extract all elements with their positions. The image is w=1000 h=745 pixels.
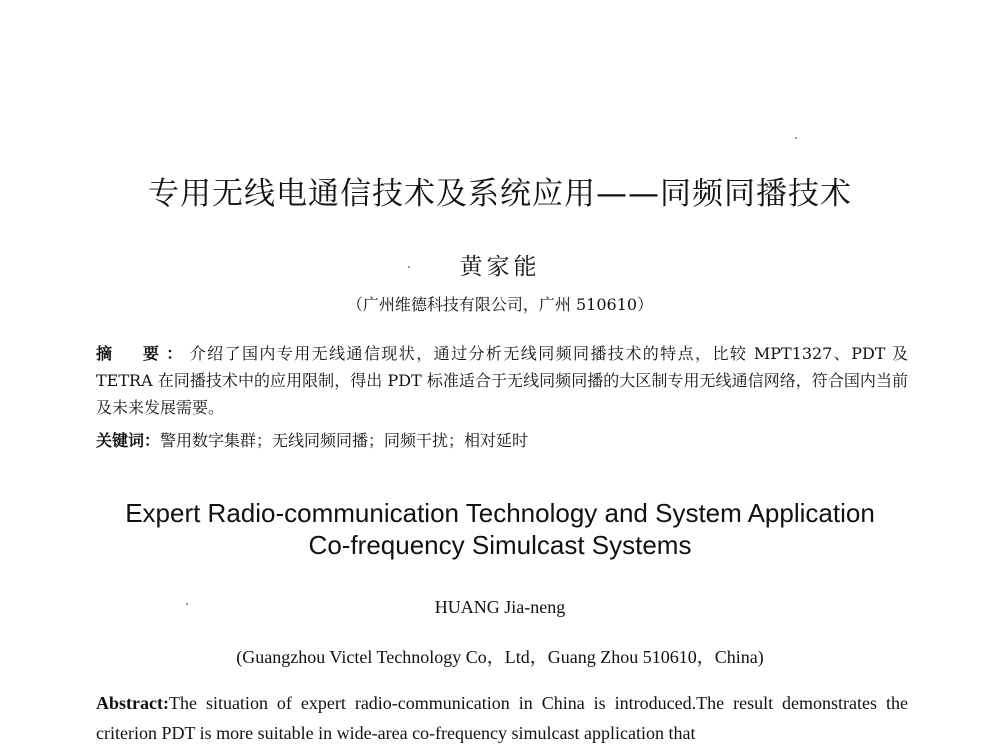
english-abstract [96, 688, 908, 745]
english-affiliation: (Guangzhou Victel Technology Co，Ltd，Guang Zhou 510610，China) [236, 647, 764, 667]
english-abstract-text: The situation of expert radio-communication in China is introduced.The result demonstrates the criterion PDT is more suitable in wide-area co-frequency simulcast application that [96, 693, 908, 743]
chinese-keywords-label: 关键词： [96, 431, 161, 450]
chinese-affiliation: （广州维德科技有限公司，广州 510610） [346, 295, 654, 314]
english-author: HUANG Jia-neng [434, 597, 566, 617]
chinese-abstract [96, 340, 908, 421]
english-title [0, 497, 1000, 561]
english-title-line-1: Expert Radio-communication Technology and System Application [125, 498, 875, 528]
chinese-abstract-label: 摘 要： [96, 344, 190, 363]
chinese-abstract-text: 介绍了国内专用无线通信现状，通过分析无线同频同播技术的特点，比较 MPT1327、PDT 及 TETRA 在同播技术中的应用限制，得出 PDT 标准适合于无线同频同播的大区制专用无线通信网络，符合国内当前及未来发展需要。 [96, 344, 908, 417]
chinese-author: 黄家能 [459, 254, 541, 280]
english-abstract-label: Abstract: [96, 693, 169, 713]
chinese-keywords-text: 警用数字集群；无线同频同播；同频干扰；相对延时 [160, 431, 529, 450]
chinese-title: 专用无线电通信技术及系统应用——同频同播技术 [148, 176, 852, 212]
chinese-keywords [96, 429, 908, 453]
scan-speck [795, 137, 797, 139]
english-title-line-2: Co-frequency Simulcast Systems [308, 530, 692, 560]
